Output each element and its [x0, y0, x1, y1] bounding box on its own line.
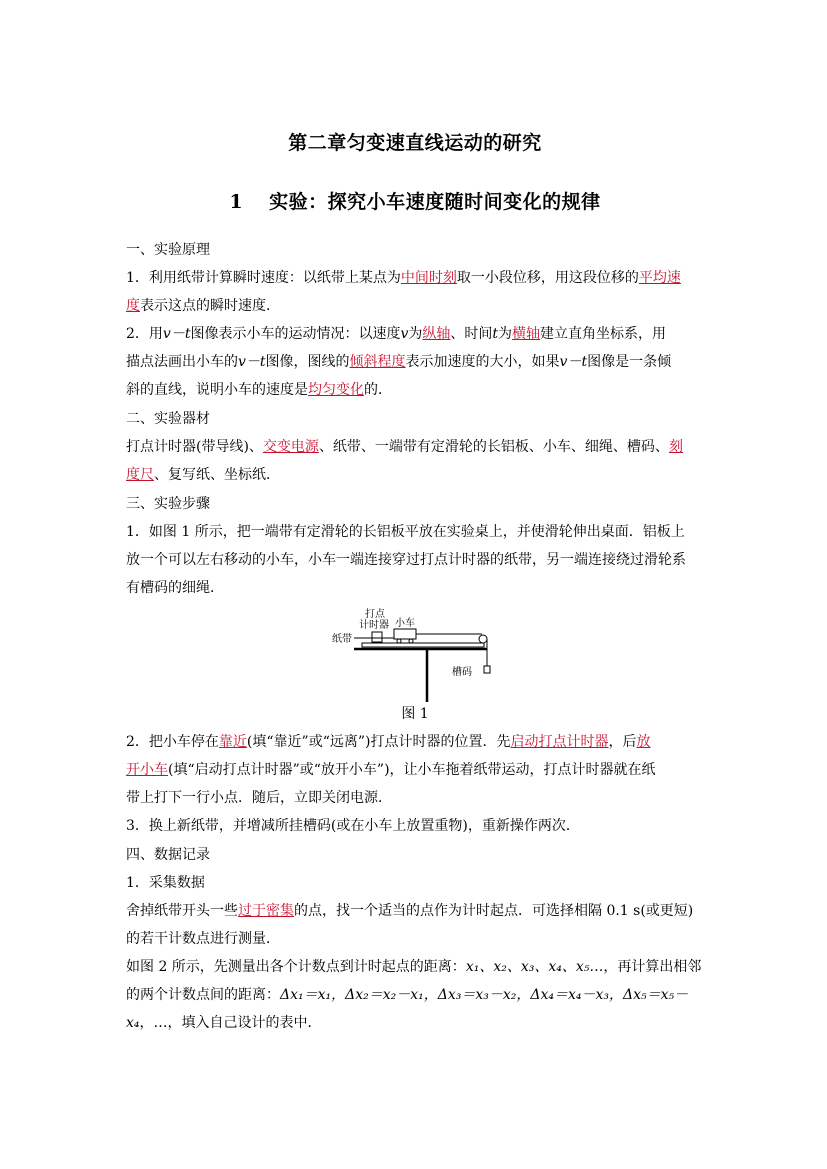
- answer-blank: 刻: [668, 439, 683, 455]
- text-run: ，…，填入自己设计的表中．: [139, 1015, 322, 1031]
- text-run: x₁、x₂、x₃、x₄、x₅…: [465, 959, 604, 975]
- text-run: 表示加速度的大小，如果: [405, 354, 560, 370]
- answer-blank: 中间时刻: [400, 270, 457, 286]
- data-sub1: 1．采集数据: [126, 875, 205, 891]
- text-run: 表示这点的瞬时速度．: [140, 298, 280, 314]
- principle-p2-line2: [126, 352, 671, 372]
- text-run: 图像表示小车的运动情况：以速度: [190, 326, 401, 342]
- text-run: 建立直角坐标系，用: [540, 326, 667, 342]
- answer-blank: 纵轴: [422, 326, 451, 342]
- section-title: [126, 187, 704, 214]
- car-wheel: [397, 639, 401, 643]
- text-run: t: [492, 326, 499, 342]
- data-p2-line3: [126, 1013, 322, 1033]
- answer-blank: 靠近: [218, 734, 247, 750]
- answer-blank: 倾斜程度: [349, 354, 406, 370]
- car-wheel: [409, 639, 413, 643]
- heading-principle: 一、实验原理: [126, 242, 210, 258]
- answer-blank: 过于密集: [238, 903, 294, 919]
- text-run: 2．用: [126, 326, 163, 342]
- text-run: 、时间: [450, 326, 493, 342]
- answer-blank: 度尺: [126, 467, 154, 483]
- text-run: ，再计算出相邻: [603, 959, 702, 975]
- text-run: 舍掉纸带开头一些: [126, 903, 238, 919]
- answer-blank: 横轴: [512, 326, 541, 342]
- principle-p1-line2: [126, 296, 280, 316]
- text-run: 图像是一条倾: [587, 354, 672, 370]
- section-title-text: 实验：探究小车速度随时间变化的规律: [269, 191, 601, 213]
- text-run: 如图 2 所示，先测量出各个计数点到计时起点的距离：: [126, 959, 466, 975]
- text-run: 的．: [364, 382, 392, 398]
- text-run: Δx₁＝x₁，Δx₂＝x₂－x₁，Δx₃＝x₃－x₂，Δx₄＝x₄－x₃，Δx₅＝x₅－: [280, 987, 689, 1003]
- steps-p1-line2: 放一个可以左右移动的小车，小车一端连接穿过打点计时器的纸带，另一端连接绕过滑轮系: [126, 552, 686, 568]
- text-run: v－t: [559, 354, 588, 370]
- steps-p2-line1: [126, 732, 650, 752]
- equipment-line2: [126, 465, 280, 485]
- answer-blank: 度: [126, 298, 140, 314]
- text-run: v: [400, 326, 409, 342]
- text-run: (填“靠近”或“远离”)打点计时器的位置．先: [246, 734, 511, 750]
- steps-p2-line2: [126, 760, 656, 780]
- answer-blank: 启动打点计时器: [510, 734, 609, 750]
- text-run: 打点计时器(带导线)、: [126, 439, 263, 455]
- text-run: 2．把小车停在: [126, 734, 219, 750]
- answer-blank: 交变电源: [262, 439, 319, 455]
- text-run: 的两个计数点间的距离：: [126, 987, 280, 1003]
- timer-shape: [372, 632, 382, 642]
- text-run: 图像，图线的: [265, 354, 350, 370]
- answer-blank: 平均速: [638, 270, 681, 286]
- answer-blank: 放: [636, 734, 651, 750]
- apparatus-figure: [332, 604, 496, 704]
- principle-p2-line1: [126, 324, 666, 344]
- text-run: x₄: [126, 1015, 140, 1031]
- text-run: ，后: [608, 734, 637, 750]
- figure-label-tape: 纸带: [332, 634, 352, 645]
- figure-label-timer-1: 打点: [365, 609, 385, 620]
- text-run: (填“启动打点计时器”或“放开小车”)，让小车拖着纸带运动，打点计时器就在纸: [168, 762, 656, 778]
- heading-steps: 三、实验步骤: [126, 496, 210, 512]
- data-p1-line1: [126, 901, 693, 921]
- board-shape: [362, 643, 484, 647]
- text-run: 的点，找一个适当的点作为计时起点．可选择相隔 0.1 s(或更短): [294, 903, 694, 919]
- heading-equipment: 二、实验器材: [126, 411, 210, 427]
- text-run: 斜的直线，说明小车的速度是: [126, 382, 308, 398]
- figure-label-timer-2: 计时器: [359, 620, 389, 631]
- text-run: 为: [408, 326, 423, 342]
- text-run: v－t: [162, 326, 191, 342]
- pulley: [479, 635, 487, 643]
- text-run: 、纸带、一端带有定滑轮的长铝板、小车、细绳、槽码、: [318, 439, 669, 455]
- principle-p2-line3: [126, 380, 392, 400]
- weight-shape: [484, 666, 490, 673]
- text-run: 、复写纸、坐标纸．: [154, 467, 280, 483]
- text-run: 1．利用纸带计算瞬时速度：以纸带上某点为: [126, 270, 401, 286]
- steps-p2-line3: 带上打下一行小点．随后，立即关闭电源．: [126, 790, 392, 806]
- steps-p3: 3．换上新纸带，并增减所挂槽码(或在小车上放置重物)，重新操作两次．: [126, 818, 580, 834]
- heading-data-record: 四、数据记录: [126, 847, 210, 863]
- data-p2-line1: [126, 957, 701, 977]
- steps-p1-line1: 1．如图 1 所示，把一端带有定滑轮的长铝板平放在实验桌上，并使滑轮伸出桌面．铝板上: [126, 524, 685, 540]
- section-number: 1: [229, 191, 244, 213]
- text-run: v－t: [238, 354, 266, 370]
- principle-p1-line1: [126, 268, 681, 288]
- text-run: 描点法画出小车的: [126, 354, 238, 370]
- equipment-line1: [126, 437, 683, 457]
- figure-label-car: 小车: [395, 618, 415, 629]
- car-shape: [394, 629, 416, 639]
- figure-caption: 图 1: [401, 706, 429, 722]
- text-run: 取一小段位移，用这段位移的: [456, 270, 639, 286]
- answer-blank: 开小车: [126, 762, 168, 778]
- steps-p1-line3: 有槽码的细绳．: [126, 580, 224, 596]
- data-p2-line2: [126, 985, 688, 1005]
- chapter-title: 第二章匀变速直线运动的研究: [288, 132, 542, 154]
- figure-label-weight: 槽码: [452, 667, 472, 678]
- text-run: 为: [498, 326, 513, 342]
- data-p1-line2: 的若干计数点进行测量．: [126, 931, 280, 947]
- answer-blank: 均匀变化: [308, 382, 364, 398]
